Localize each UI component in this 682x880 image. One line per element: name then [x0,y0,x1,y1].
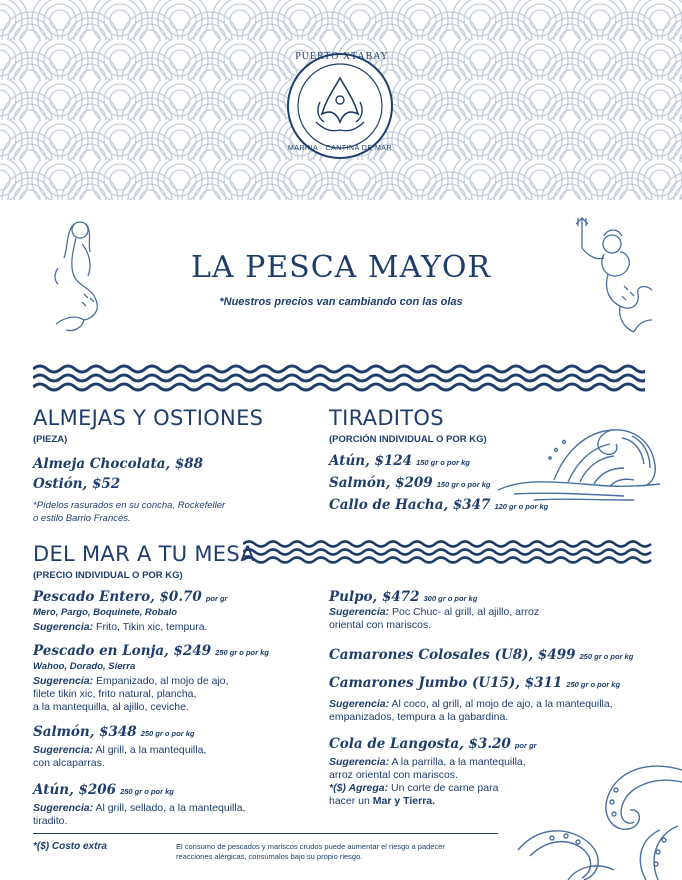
wave-divider-small [243,540,653,566]
item-pescado-lonja [33,643,269,659]
menu-tagline: *Nuestros precios van cambiando con las olas [219,296,463,308]
mar-y-tierra: Mar y Tierra. [372,795,436,807]
section-title-tiraditos: TIRADITOS [329,406,444,430]
suggestion-text: Al grill, sellado, a la mantequilla, [95,802,246,814]
suggestion [33,744,206,770]
item-camarones-jumbo [329,675,620,691]
item-weight: 150 gr o por kg [436,480,491,489]
item-weight: 120 gr o por kg [494,502,549,511]
item-salmon [33,724,194,740]
suggestion-text: A la parrilla, a la mantequilla, [391,756,526,768]
item-weight: 250 gr o por kg [579,652,634,661]
item-weight: por gr [205,594,228,603]
raw-warning-line1: El consumo de pescados y mariscos crudos puede aumentar el riesgo a padecer [176,842,445,851]
cost-note: *($) Costo extra [33,841,107,852]
extra-text: hacer un [329,795,370,807]
item-weight: 250 gr o por kg [566,680,621,689]
item-tiradito-salmon [329,475,490,491]
suggestion-label: Sugerencia: [33,744,94,756]
item-name: Salmón, $348 [33,724,137,740]
suggestion-text: arroz oriental con mariscos. [329,769,458,781]
item-name: Pescado en Lonja, $249 [33,643,212,659]
suggestion [329,698,613,724]
suggestion-label: Sugerencia: [33,621,94,633]
item-weight: 250 gr o por kg [215,648,269,657]
suggestion-text: Al coco, al grill, al mojo de ajo, a la mantequilla, [391,698,613,710]
raw-warning-line2: reacciones alérgicas, consúmalos bajo su propio riesgo. [176,852,363,861]
section-title-delmar: DEL MAR A TU MESA [33,542,256,566]
suggestion-text: Al grill, a la mantequilla, [95,744,207,756]
extra-text: Un corte de carne para [391,782,499,794]
extra-label: *($) Agrega: [329,782,389,794]
section-note-delmar: (PRECIO INDIVIDUAL O POR KG) [33,570,183,581]
logo-subtitle: MARINA · CANTINA DE MAR [287,145,393,152]
menu-title: LA PESCA MAYOR [190,250,492,285]
item-weight: 250 gr o por kg [120,787,174,796]
suggestion [33,802,245,828]
suggestion-text: a la mantequilla, al ajillo, ceviche. [33,701,189,713]
item-name: Atún, $206 [33,782,117,798]
item-name: Camarones Jumbo (U15), $311 [329,675,563,691]
suggestion-text: Poc Chuc- al grill, al ajillo, arroz [392,606,540,618]
suggestion [329,756,526,808]
item-pulpo [329,589,477,605]
item-tiradito-atun [329,453,470,469]
suggestion-text: Empanizado, al mojo de ajo, [96,675,229,687]
item-name: Camarones Colosales (U8), $499 [329,647,576,663]
suggestion [33,675,229,714]
item-name: Cola de Langosta, $3.20 [329,736,511,752]
section-note-tiraditos: (PORCIÓN INDIVIDUAL O POR KG) [329,434,487,445]
suggestion-label: Sugerencia: [33,675,94,687]
section-title-almejas: ALMEJAS Y OSTIONES [33,406,264,430]
suggestion-text: tiradito. [33,815,68,827]
suggestion [329,606,539,632]
suggestion-text: con alcaparras. [33,757,105,769]
suggestion-label: Sugerencia: [329,698,390,710]
suggestion-text: empanizados, tempura a la gabardina. [329,711,509,723]
octopus-illustration [508,730,682,880]
suggestion-text: oriental con mariscos. [329,619,432,631]
fish-types: Mero, Pargo, Boquinete, Robalo [33,607,178,618]
item-name: Callo de Hacha, $347 [329,497,491,513]
item-name: Pulpo, $472 [329,589,420,605]
puerto-xtabay-logo [286,52,394,160]
almejas-footnote-line2: o estilo Barrio Francés. [33,513,131,524]
ocean-wave-illustration [494,424,664,504]
wave-divider [33,364,645,392]
suggestion-label: Sugerencia: [329,606,390,618]
section-note-almejas: (PIEZA) [33,434,68,445]
item-almeja-chocolata: Almeja Chocolata, $88 [33,456,204,472]
item-pescado-entero [33,589,227,605]
fish-types: Wahoo, Dorado, Sierra [33,661,136,672]
suggestion-text: Frito, Tikin xic, tempura. [96,621,208,633]
item-weight: 250 gr o por kg [140,729,195,738]
almejas-footnote-line1: *Pídelos rasurados en su concha, Rockefeller [33,500,226,511]
item-weight: 300 gr o por kg [423,594,478,603]
item-name: Salmón, $209 [329,475,433,491]
item-ostion: Ostión, $52 [33,476,121,492]
item-name: Pescado Entero, $0.70 [33,589,202,605]
item-weight: por gr [514,741,537,750]
logo-brand-text: PUERTO XTABAY [295,51,389,62]
item-atun [33,782,174,798]
raw-warning [176,842,445,862]
suggestion-label: Sugerencia: [329,756,390,768]
item-camarones-colosales [329,647,633,663]
suggestion-label: Sugerencia: [33,802,94,814]
item-name: Atún, $124 [329,453,413,469]
suggestion-text: filete tikin xic, frito natural, plancha, [33,688,197,700]
suggestion [33,621,207,634]
item-cola-langosta [329,736,536,752]
footer-rule [33,833,498,834]
item-weight: 150 gr o por kg [416,458,470,467]
